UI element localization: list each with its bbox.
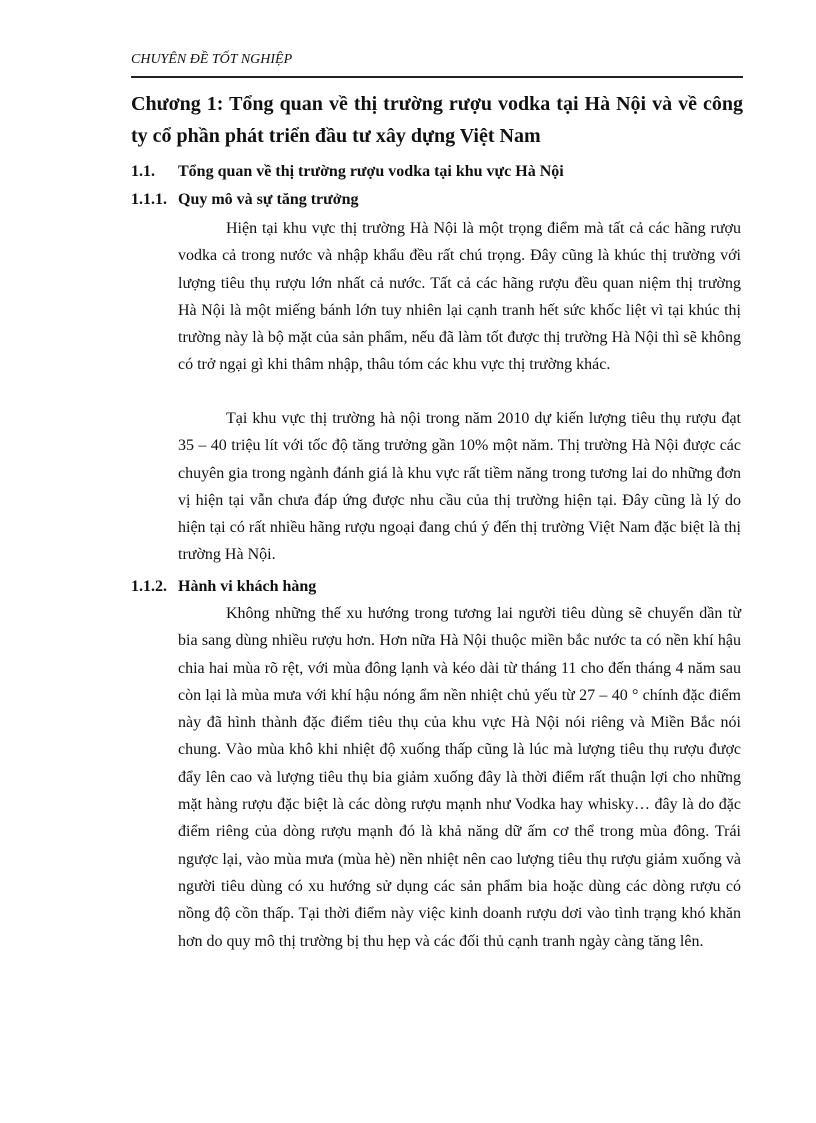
section-number: 1.1.2. bbox=[131, 578, 167, 595]
section-heading-1-1-2 bbox=[131, 577, 316, 597]
section-title: Tổng quan về thị trường rượu vodka tại khu vực Hà Nội bbox=[178, 163, 564, 180]
chapter-title: Chương 1: Tổng quan về thị trường rượu vodka tại Hà Nội và về công ty cổ phần phát triển đầu tư xây dựng Việt Nam bbox=[131, 93, 743, 147]
paragraph-1-1-1-a: Hiện tại khu vực thị trường Hà Nội là một trọng điểm mà tất cả các hãng rượu vodka cả trong nước và nhập khẩu đều rất chú trọng. Đây cũng là khúc thị trường với lượng tiêu thụ rượu lớn nhất cả nước. Tất cả các hãng rượu đều quan niệm thị trường Hà Nội là một miếng bánh lớn tuy nhiên lại cạnh tranh hết sức khốc liệt vì tại khúc thị trường này là bộ mặt của sản phẩm, nếu đã làm tốt được thị trường Hà Nội thì sẽ không có trở ngại gì khi thâm nhập, thâu tóm các khu vực thị trường khác. bbox=[178, 220, 741, 374]
section-title: Hành vi khách hàng bbox=[178, 578, 317, 595]
section-number: 1.1. bbox=[131, 163, 155, 180]
section-number: 1.1.1. bbox=[131, 191, 167, 208]
paragraph-1-1-2-a: Không những thế xu hướng trong tương lai người tiêu dùng sẽ chuyển dần từ bia sang dùng nhiều rượu hơn. Hơn nữa Hà Nội thuộc miền bắc nước ta có nền khí hậu chia hai mùa rõ rệt, với mùa đông lạnh và kéo dài từ tháng 11 cho đến tháng 4 năm sau còn lại là mùa mưa với khí hậu nóng ẩm nền nhiệt chủ yếu từ 27 – 40 ° chính đặc điểm này đã hình thành đặc điểm tiêu thụ của khu vực Hà Nội nói riêng và Miền Bắc nói chung. Vào mùa khô khi nhiệt độ xuống thấp cũng là lúc mà lượng tiêu thụ rượu được đẩy lên cao và lượng tiêu thụ bia giảm xuống đây là thời điểm rất thuận lợi cho những mặt hàng rượu đặc biệt là các dòng rượu mạnh như Vodka hay whisky… đây là do đặc điểm riêng của dòng rượu mạnh đó là khả năng dữ ấm cơ thể trong mùa đông. Trái ngược lại, vào mùa mưa (mùa hè) nền nhiệt nên cao lượng tiêu thụ rượu giảm xuống và người tiêu dùng có xu hướng sử dụng các sản phẩm bia hoặc dùng các dòng rượu có nồng độ cồn thấp. Tại thời điểm này việc kinh doanh rượu dơi vào tình trạng khó khăn hơn do quy mô thị trường bị thu hẹp và các đối thủ cạnh tranh ngày càng tăng lên. bbox=[178, 605, 741, 950]
paragraph-1-1-1-b: Tại khu vực thị trường hà nội trong năm 2010 dự kiến lượng tiêu thụ rượu đạt 35 – 40 triệu lít với tốc độ tăng trưởng gần 10% một năm. Thị trường Hà Nội được các chuyên gia trong ngành đánh giá là khu vực rất tiềm năng trong tương lai do những đơn vị hiện tại vẫn chưa đáp ứng được nhu cầu của thị trường hiện tại. Đây cũng là lý do hiện tại có rất nhiều hãng rượu ngoại đang chú ý đến thị trường Việt Nam đặc biệt là thị trường Hà Nội. bbox=[178, 410, 741, 564]
running-header: CHUYÊN ĐỀ TỐT NGHIỆP bbox=[131, 52, 293, 67]
section-heading-1-1-1 bbox=[131, 190, 359, 210]
section-heading-1-1 bbox=[131, 162, 564, 182]
header-divider bbox=[131, 76, 743, 78]
section-title: Quy mô và sự tăng trưởng bbox=[178, 191, 359, 208]
